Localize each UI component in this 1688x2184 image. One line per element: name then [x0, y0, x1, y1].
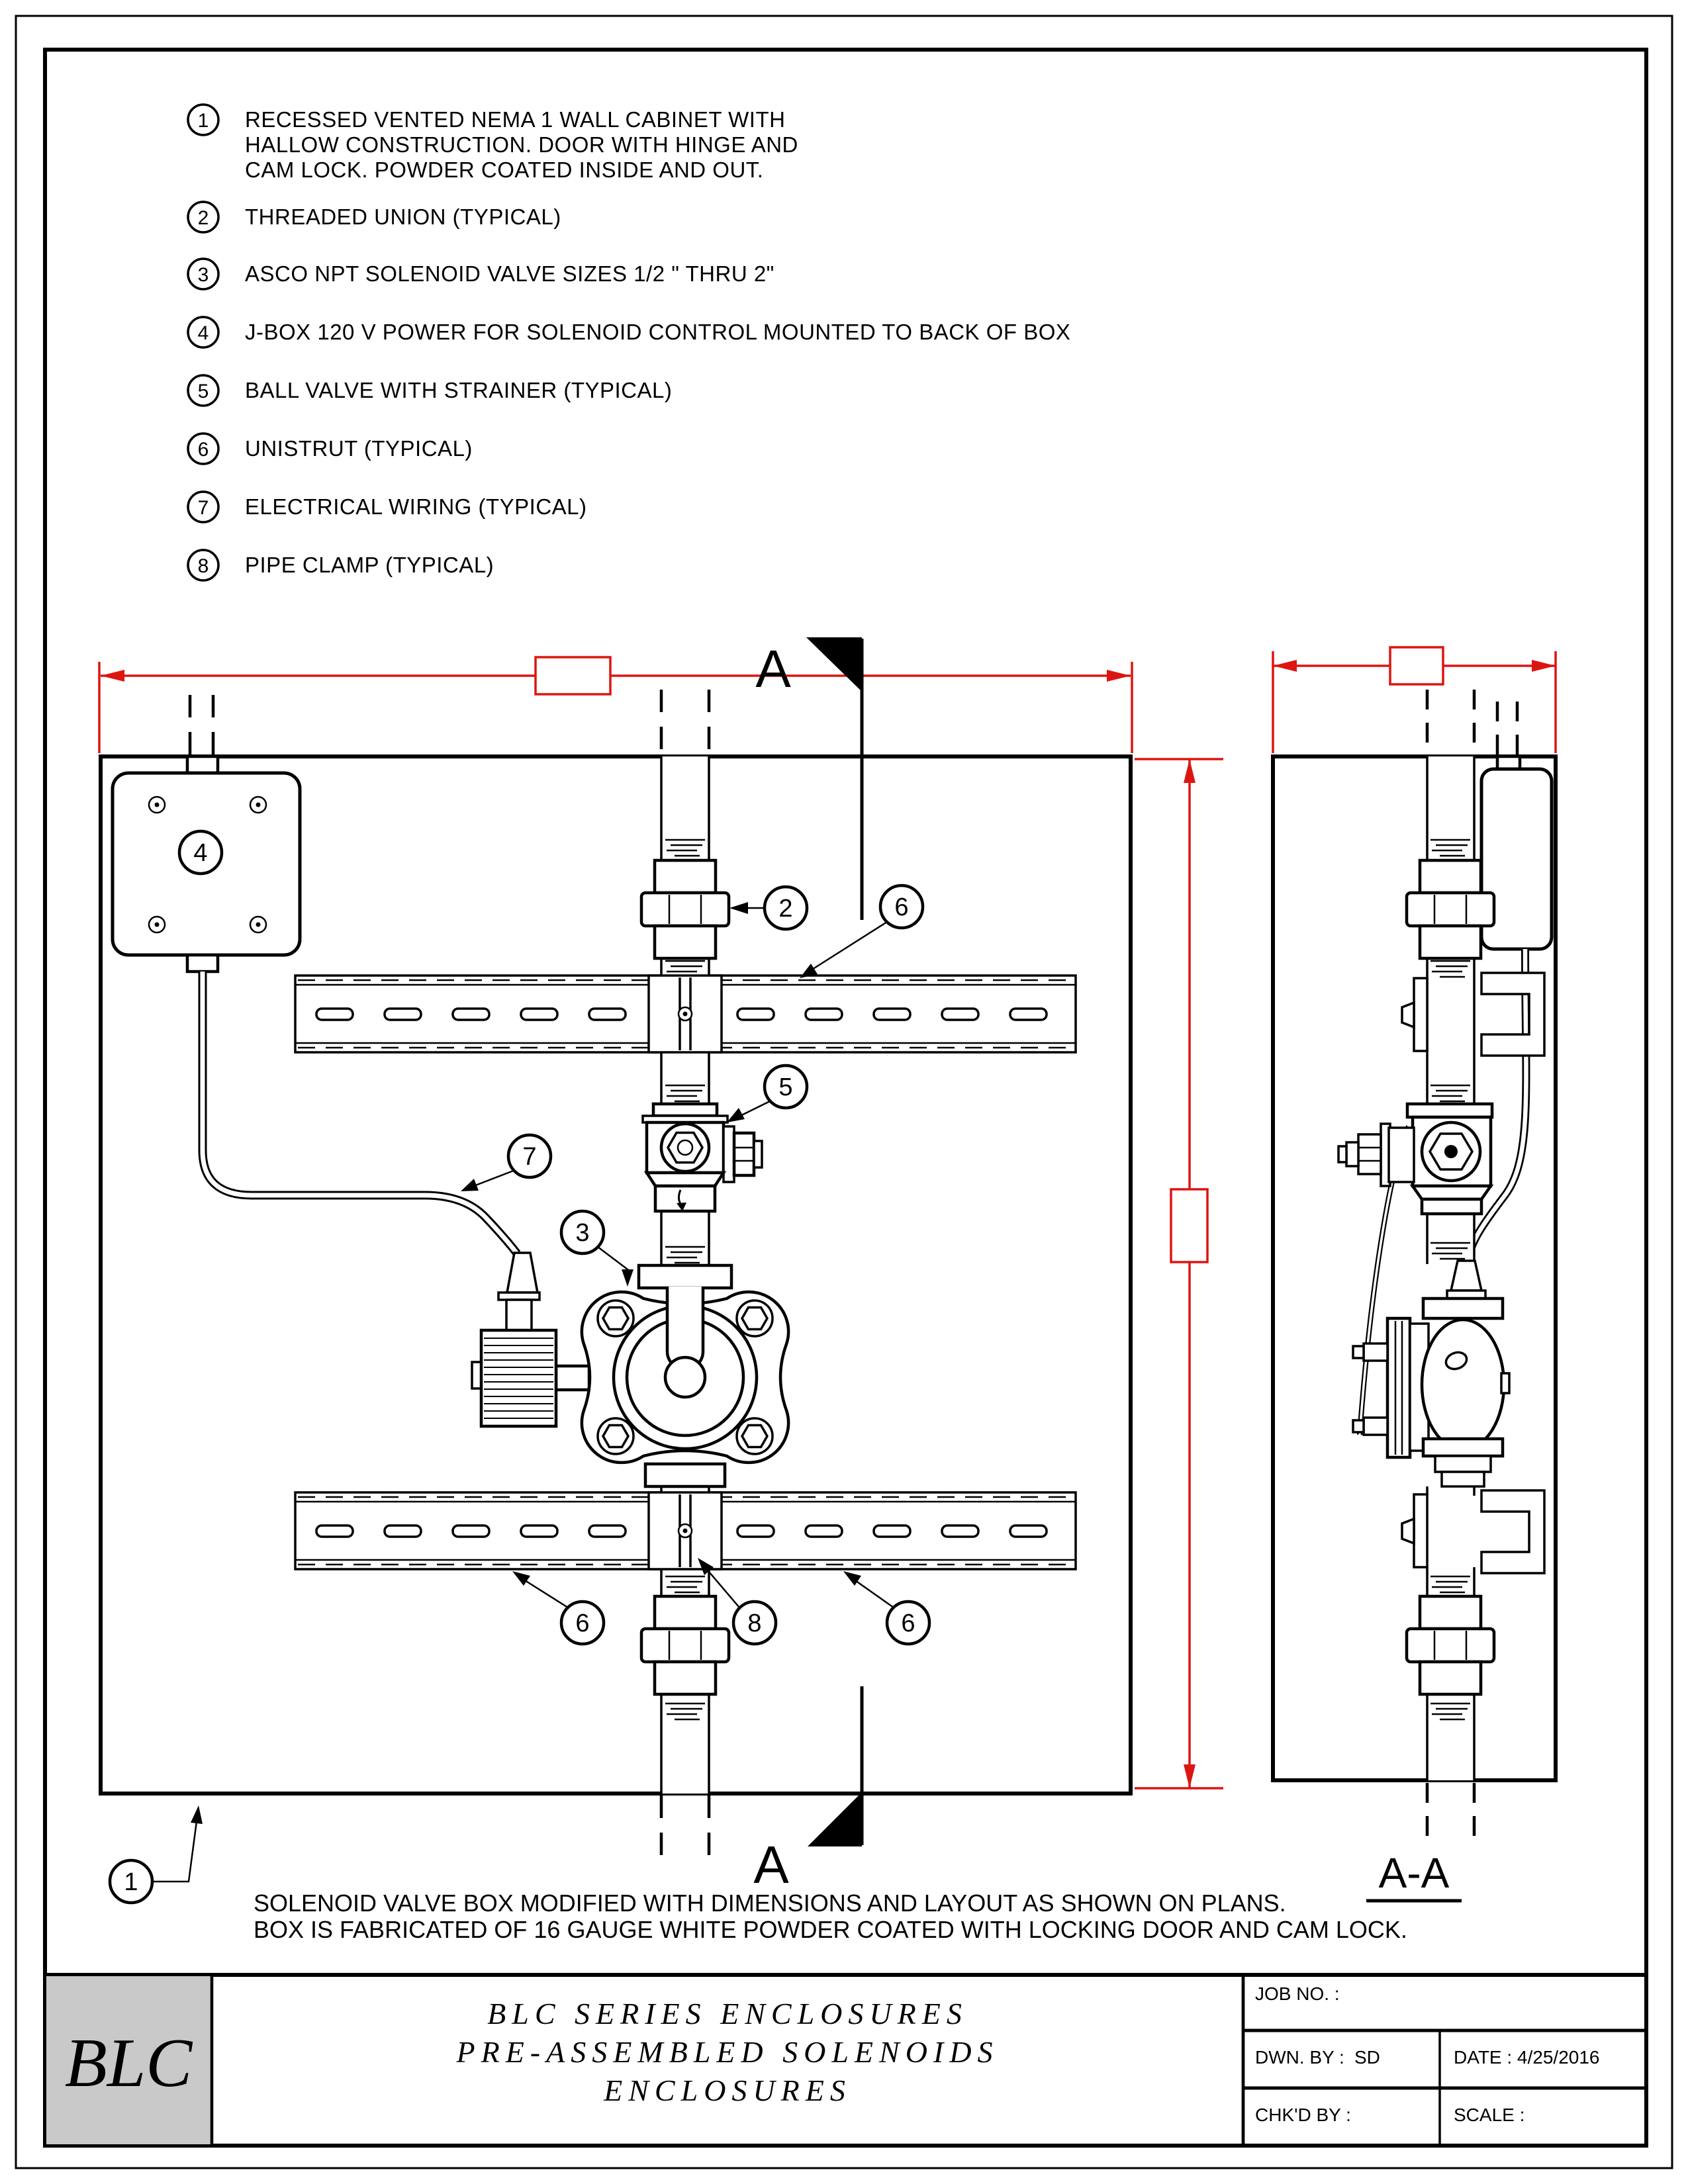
scale-label: SCALE : [1454, 2105, 1525, 2125]
note-number: 7 [197, 497, 209, 519]
note-text: RECESSED VENTED NEMA 1 WALL CABINET WITH [245, 107, 786, 132]
note-text: ASCO NPT SOLENOID VALVE SIZES 1/2 " THRU 2" [245, 261, 774, 286]
callout-number: 6 [575, 1610, 590, 1637]
section-label-text: A-A [1378, 1849, 1450, 1897]
note-text: THREADED UNION (TYPICAL) [245, 205, 561, 229]
footnote [254, 1889, 1407, 1943]
note-number: 2 [197, 207, 209, 229]
dimension-width-section [1273, 647, 1556, 753]
solenoid-valve [582, 1265, 788, 1486]
note-number: 4 [197, 322, 209, 344]
threaded-union-top [641, 860, 729, 958]
callout-3 [561, 1211, 633, 1287]
section-cut-marker-top [755, 637, 862, 920]
callout-6-bottom-left [512, 1571, 604, 1644]
section-strainer [1338, 1124, 1414, 1186]
dimension-value-box [1390, 647, 1443, 684]
section-cut-marker-bottom [753, 1686, 862, 1894]
company-logo: BLC [64, 2024, 193, 2101]
section-pipe-clamp-top [1402, 978, 1427, 1051]
callout-number: 2 [778, 895, 793, 923]
note-number: 6 [197, 439, 209, 461]
note-item [188, 375, 672, 406]
section-unistrut-bottom [1481, 1490, 1544, 1573]
note-text: ELECTRICAL WIRING (TYPICAL) [245, 494, 587, 519]
callout-6-bottom-right [843, 1571, 929, 1644]
pipe-clamp-bottom [649, 1492, 722, 1569]
section-view [1273, 647, 1556, 1901]
drawing-title-line-1: BLC SERIES ENCLOSURES [487, 1997, 968, 2030]
note-text: PIPE CLAMP (TYPICAL) [245, 553, 494, 577]
note-text: HALLOW CONSTRUCTION. DOOR WITH HINGE AND [245, 132, 798, 157]
note-item [188, 317, 1070, 347]
section-union-top [1407, 860, 1494, 958]
callout-number: 6 [894, 893, 909, 921]
section-pipe-clamp-bottom [1402, 1494, 1427, 1567]
callout-7 [461, 1135, 551, 1191]
note-text: CAM LOCK. POWDER COATED INSIDE AND OUT. [245, 158, 764, 182]
callout-number: 3 [575, 1219, 590, 1247]
callout-number: 4 [193, 839, 208, 867]
note-item [188, 105, 798, 182]
dimension-width-front [99, 657, 1132, 753]
pipe-clamp-top [649, 976, 722, 1052]
section-solenoid-valve [1353, 1261, 1509, 1486]
note-number: 8 [197, 555, 209, 577]
note-item [188, 259, 774, 289]
callout-5 [727, 1066, 807, 1122]
note-number: 5 [197, 381, 209, 402]
callout-number: 8 [747, 1610, 762, 1637]
dimension-value-box [536, 657, 610, 694]
note-text: BALL VALVE WITH STRAINER (TYPICAL) [245, 378, 673, 402]
drawing-title-line-2: PRE-ASSEMBLED SOLENOIDS [456, 2035, 999, 2069]
section-letter: A [753, 1835, 789, 1894]
note-item [188, 433, 473, 464]
section-union-bottom [1407, 1596, 1494, 1694]
callout-number: 5 [778, 1073, 793, 1101]
job-no-label: JOB NO. : [1255, 1983, 1340, 2004]
chkd-by-label: CHK'D BY : [1255, 2105, 1351, 2125]
note-text: J-BOX 120 V POWER FOR SOLENOID CONTROL MOUNTED TO BACK OF BOX [245, 320, 1071, 344]
date-label: DATE : 4/25/2016 [1454, 2047, 1600, 2068]
dimension-value-box [1171, 1189, 1207, 1262]
dimension-height-front [1135, 759, 1223, 1788]
note-item [188, 202, 561, 232]
section-letter: A [755, 639, 791, 698]
callout-1 [110, 1805, 203, 1903]
callout-number: 1 [124, 1868, 138, 1896]
footnote-line-1: SOLENOID VALVE BOX MODIFIED WITH DIMENSIONS AND LAYOUT AS SHOWN ON PLANS. [254, 1889, 1286, 1917]
dwn-by-label: DWN. BY : [1255, 2047, 1344, 2068]
note-number: 1 [197, 110, 209, 132]
callout-number: 7 [522, 1143, 537, 1171]
callout-2 [729, 887, 807, 929]
dwn-by-value: SD [1354, 2047, 1380, 2068]
callout-number: 6 [901, 1610, 915, 1637]
footnote-line-2: BOX IS FABRICATED OF 16 GAUGE WHITE POWDER COATED WITH LOCKING DOOR AND CAM LOCK. [254, 1916, 1407, 1943]
section-label [1366, 1849, 1462, 1901]
threaded-union-bottom [641, 1596, 729, 1694]
strainer [724, 1126, 762, 1182]
callout-4 [179, 831, 222, 874]
note-item [188, 550, 494, 580]
front-view [101, 690, 1131, 1903]
drawing-title-line-3: ENCLOSURES [604, 2073, 851, 2107]
note-number: 3 [197, 264, 209, 286]
note-text: UNISTRUT (TYPICAL) [245, 436, 473, 461]
title-block [45, 1975, 1646, 2146]
section-unistrut-top [1481, 973, 1544, 1056]
solenoid-coil [472, 1253, 589, 1426]
ball-valve [643, 1104, 762, 1211]
notes-list [188, 105, 1070, 580]
note-item [188, 492, 587, 522]
